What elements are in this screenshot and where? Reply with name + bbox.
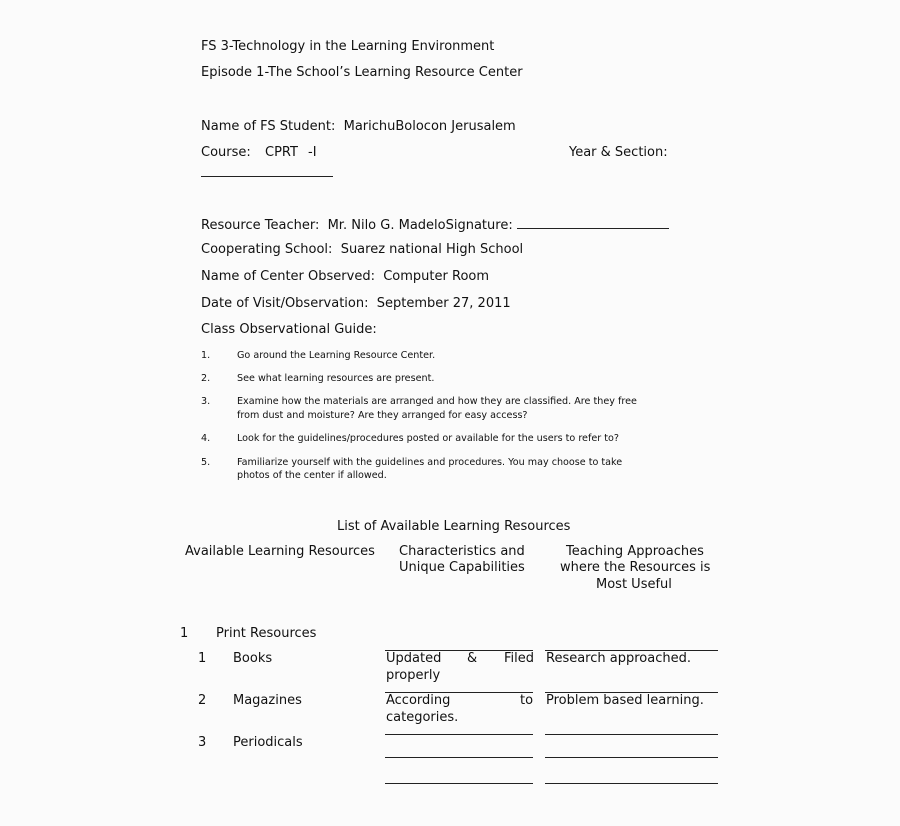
guide-item-num: 3. — [201, 396, 211, 407]
teacher-label: Resource Teacher: — [201, 218, 320, 233]
guide-item-text: Look for the guidelines/procedures posted or available for the users to refer to? — [237, 433, 619, 444]
student-line — [201, 119, 516, 135]
column-header-approaches: Teaching Approaches — [566, 544, 704, 559]
school-label: Cooperating School: — [201, 242, 333, 257]
approach-text: Research approached. — [546, 651, 691, 666]
characteristic-text: Filed — [504, 651, 535, 666]
center-value: Computer Room — [383, 269, 490, 284]
center-label: Name of Center Observed: — [201, 269, 375, 284]
blank-line — [545, 757, 718, 758]
guide-item-num: 4. — [201, 433, 211, 444]
date-value: September 27, 2011 — [376, 296, 511, 311]
teacher-value: Mr. Nilo G. Madelo — [327, 218, 446, 233]
characteristic-text: According — [386, 693, 451, 708]
guide-label: Class Observational Guide: — [201, 322, 377, 337]
course-label: Course: — [201, 145, 251, 160]
course-suffix: -I — [308, 145, 317, 160]
guide-item-num: 5. — [201, 457, 211, 468]
guide-item-num: 1. — [201, 350, 211, 361]
column-header-characteristics: Characteristics and — [399, 544, 525, 559]
row-number: 1 — [198, 651, 207, 666]
signature-blank — [517, 216, 669, 229]
year-section-blank — [201, 176, 333, 177]
blank-line — [545, 783, 718, 784]
resource-name: Books — [233, 651, 273, 666]
characteristic-text-cont: categories. — [386, 710, 459, 725]
resource-name: Magazines — [233, 693, 302, 708]
characteristic-text: to — [520, 693, 534, 708]
characteristic-text: Updated — [386, 651, 442, 666]
column-header-resources: Available Learning Resources — [185, 544, 375, 559]
guide-item-text: Go around the Learning Resource Center. — [237, 350, 436, 361]
blank-line — [385, 757, 533, 758]
row-number: 3 — [198, 735, 207, 750]
date-label: Date of Visit/Observation: — [201, 296, 369, 311]
date-line — [201, 296, 511, 312]
guide-item-text: See what learning resources are present. — [237, 373, 435, 384]
characteristic-text-cont: properly — [386, 668, 441, 683]
student-value: MarichuBolocon Jerusalem — [343, 119, 516, 134]
course-value: CPRT — [265, 145, 298, 160]
blank-line — [385, 783, 533, 784]
row-number: 2 — [198, 693, 207, 708]
teacher-line — [201, 216, 669, 234]
school-line — [201, 242, 523, 258]
resource-name: Periodicals — [233, 735, 303, 750]
blank-line — [385, 734, 533, 735]
guide-item-num: 2. — [201, 373, 211, 384]
episode-title: Episode 1-The School’s Learning Resource Center — [201, 65, 523, 80]
center-line — [201, 269, 489, 285]
year-section-label: Year & Section: — [569, 145, 668, 160]
guide-item-text-cont: photos of the center if allowed. — [237, 470, 387, 481]
signature-label: Signature: — [445, 218, 513, 233]
student-label: Name of FS Student: — [201, 119, 336, 134]
characteristic-text: & — [467, 651, 478, 666]
column-header-characteristics-cont: Unique Capabilities — [399, 560, 525, 575]
column-header-approaches-cont: where the Resources is — [560, 560, 711, 575]
approach-text: Problem based learning. — [546, 693, 704, 708]
guide-item-text: Familiarize yourself with the guidelines and procedures. You may choose to take — [237, 457, 623, 468]
blank-line — [545, 734, 718, 735]
section-number: 1 — [180, 626, 189, 641]
table-title: List of Available Learning Resources — [337, 519, 571, 534]
guide-item-text: Examine how the materials are arranged and how they are classified. Are they free — [237, 396, 637, 407]
school-value: Suarez national High School — [340, 242, 524, 257]
column-header-approaches-cont: Most Useful — [596, 577, 672, 592]
section-title: Print Resources — [216, 626, 317, 641]
course-title: FS 3-Technology in the Learning Environment — [201, 39, 495, 54]
guide-item-text-cont: from dust and moisture? Are they arranged for easy access? — [237, 410, 528, 421]
